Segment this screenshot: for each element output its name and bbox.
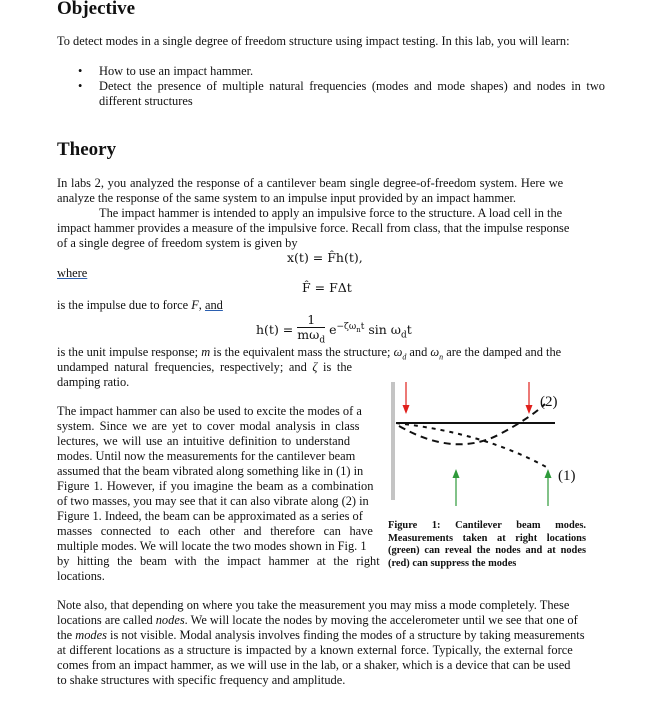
hammer-para-line: system. Since we are yet to cover modal analysis in class xyxy=(57,419,360,433)
red-arrow-left xyxy=(403,382,410,414)
hammer-para-line: masses connected to each other and therefore can have xyxy=(57,524,373,538)
theory-para1-line2: analyze the response of the same system to an impulse input provided by an impact hammer. xyxy=(57,191,517,205)
where-text: where xyxy=(57,266,88,280)
equation-impulse-response: x(t) = F̂h(t), xyxy=(287,250,363,265)
hammer-para-line: assumed that the beam vibrated along something like in (1) in xyxy=(57,464,364,478)
figure-caption: Figure 1: Cantilever beam modes. Measurements taken at right locations (green) can reveal the nodes and at nodes (red) can suppress the modes xyxy=(388,520,586,569)
hammer-para-line: multiple modes. We will locate the two modes shown in Fig. 1 xyxy=(57,539,367,553)
green-arrow-right xyxy=(545,469,552,506)
unit-impulse-line3: damping ratio. xyxy=(57,375,130,389)
red-arrow-right xyxy=(526,382,533,414)
objective-intro: To detect modes in a single degree of freedom structure using impact testing. In this lab, you will learn: xyxy=(57,34,570,48)
objective-heading: Objective xyxy=(57,0,136,19)
bullet-icon: • xyxy=(78,64,83,78)
mode-1-curve xyxy=(396,423,548,468)
note-para-line: the modes is not visible. Modal analysis involves finding the modes of a structure by taking measurements xyxy=(57,628,585,642)
hammer-para-line: Figure 1. However, if you imagine the beam as a combination xyxy=(57,479,374,493)
theory-para1-line1: In labs 2, you analyzed the response of a cantilever beam single degree-of-freedom system. Here we xyxy=(57,176,564,190)
objective-bullet-list xyxy=(57,64,605,109)
mode-2-label: (2) xyxy=(540,394,558,410)
note-para-line: locations are called nodes. We will locate the nodes by moving the accelerometer until we see that one of xyxy=(57,613,578,627)
list-item: • How to use an impact hammer. xyxy=(78,64,254,78)
hammer-para-line: modes. Until now the measurements for the cantilever beam xyxy=(57,449,356,463)
bullet-icon: • xyxy=(78,79,83,93)
hammer-para-line: of two masses, you may see that it can also vibrate along (2) in xyxy=(57,494,369,508)
note-para-line: to shake structures with specific frequency and amplitude. xyxy=(57,673,346,687)
theory-heading: Theory xyxy=(57,139,117,160)
theory-para2-line1: The impact hammer is intended to apply an impulsive force to the structure. A load cell in the xyxy=(99,206,563,220)
mode-1-label: (1) xyxy=(558,468,576,484)
hammer-para-line: by hitting the beam with the impact hammer at the right xyxy=(57,554,380,568)
hammer-para-line: locations. xyxy=(57,569,105,583)
unit-impulse-line2: undamped natural frequencies, respectively; and ζ is the xyxy=(57,360,353,374)
hammer-para-line: Figure 1. Indeed, the beam can be approximated as a series of xyxy=(57,509,363,523)
note-para-line: comes from an impact hammer, as we will use in the lab, or a shaker, which is a device that can be used xyxy=(57,658,571,672)
note-para-line: at different locations as a structure is impacted by a known external force. Typically, the external force xyxy=(57,643,573,657)
theory-para2-line3: of a single degree of freedom system is given by xyxy=(57,236,298,250)
hammer-para-line: lectures, we will use an intuitive definition to understand xyxy=(57,434,351,448)
cantilever-beam-figure xyxy=(385,378,595,518)
mode-2-curve xyxy=(399,404,545,444)
list-item: • Detect the presence of multiple natural frequencies (modes and mode shapes) and nodes in two different structures xyxy=(78,79,605,108)
unit-impulse-line1: is the unit impulse response; m is the equivalent mass the structure; $\omega_d$ and $\omega_n$ are the damped and the xyxy=(57,345,562,362)
equation-impulse: F̂ = FΔt xyxy=(302,280,352,295)
note-para-line: Note also, that depending on where you take the measurement you may miss a mode completely. These xyxy=(57,598,570,612)
impulse-force-text: is the impulse due to force F, and xyxy=(57,298,223,312)
green-arrow-left xyxy=(453,469,460,506)
hammer-para-line: The impact hammer can also be used to excite the modes of a xyxy=(57,404,362,418)
equation-unit-impulse: h(t) = $\frac{1}{m\omega_d}$ $e^{-\zeta\omega_nt}$ $\sin \omega_dt$ xyxy=(256,312,412,346)
theory-para2-line2: impact hammer provides a measure of the impulsive force. Recall from class, that the impulse response xyxy=(57,221,570,235)
wall-support xyxy=(391,382,395,500)
